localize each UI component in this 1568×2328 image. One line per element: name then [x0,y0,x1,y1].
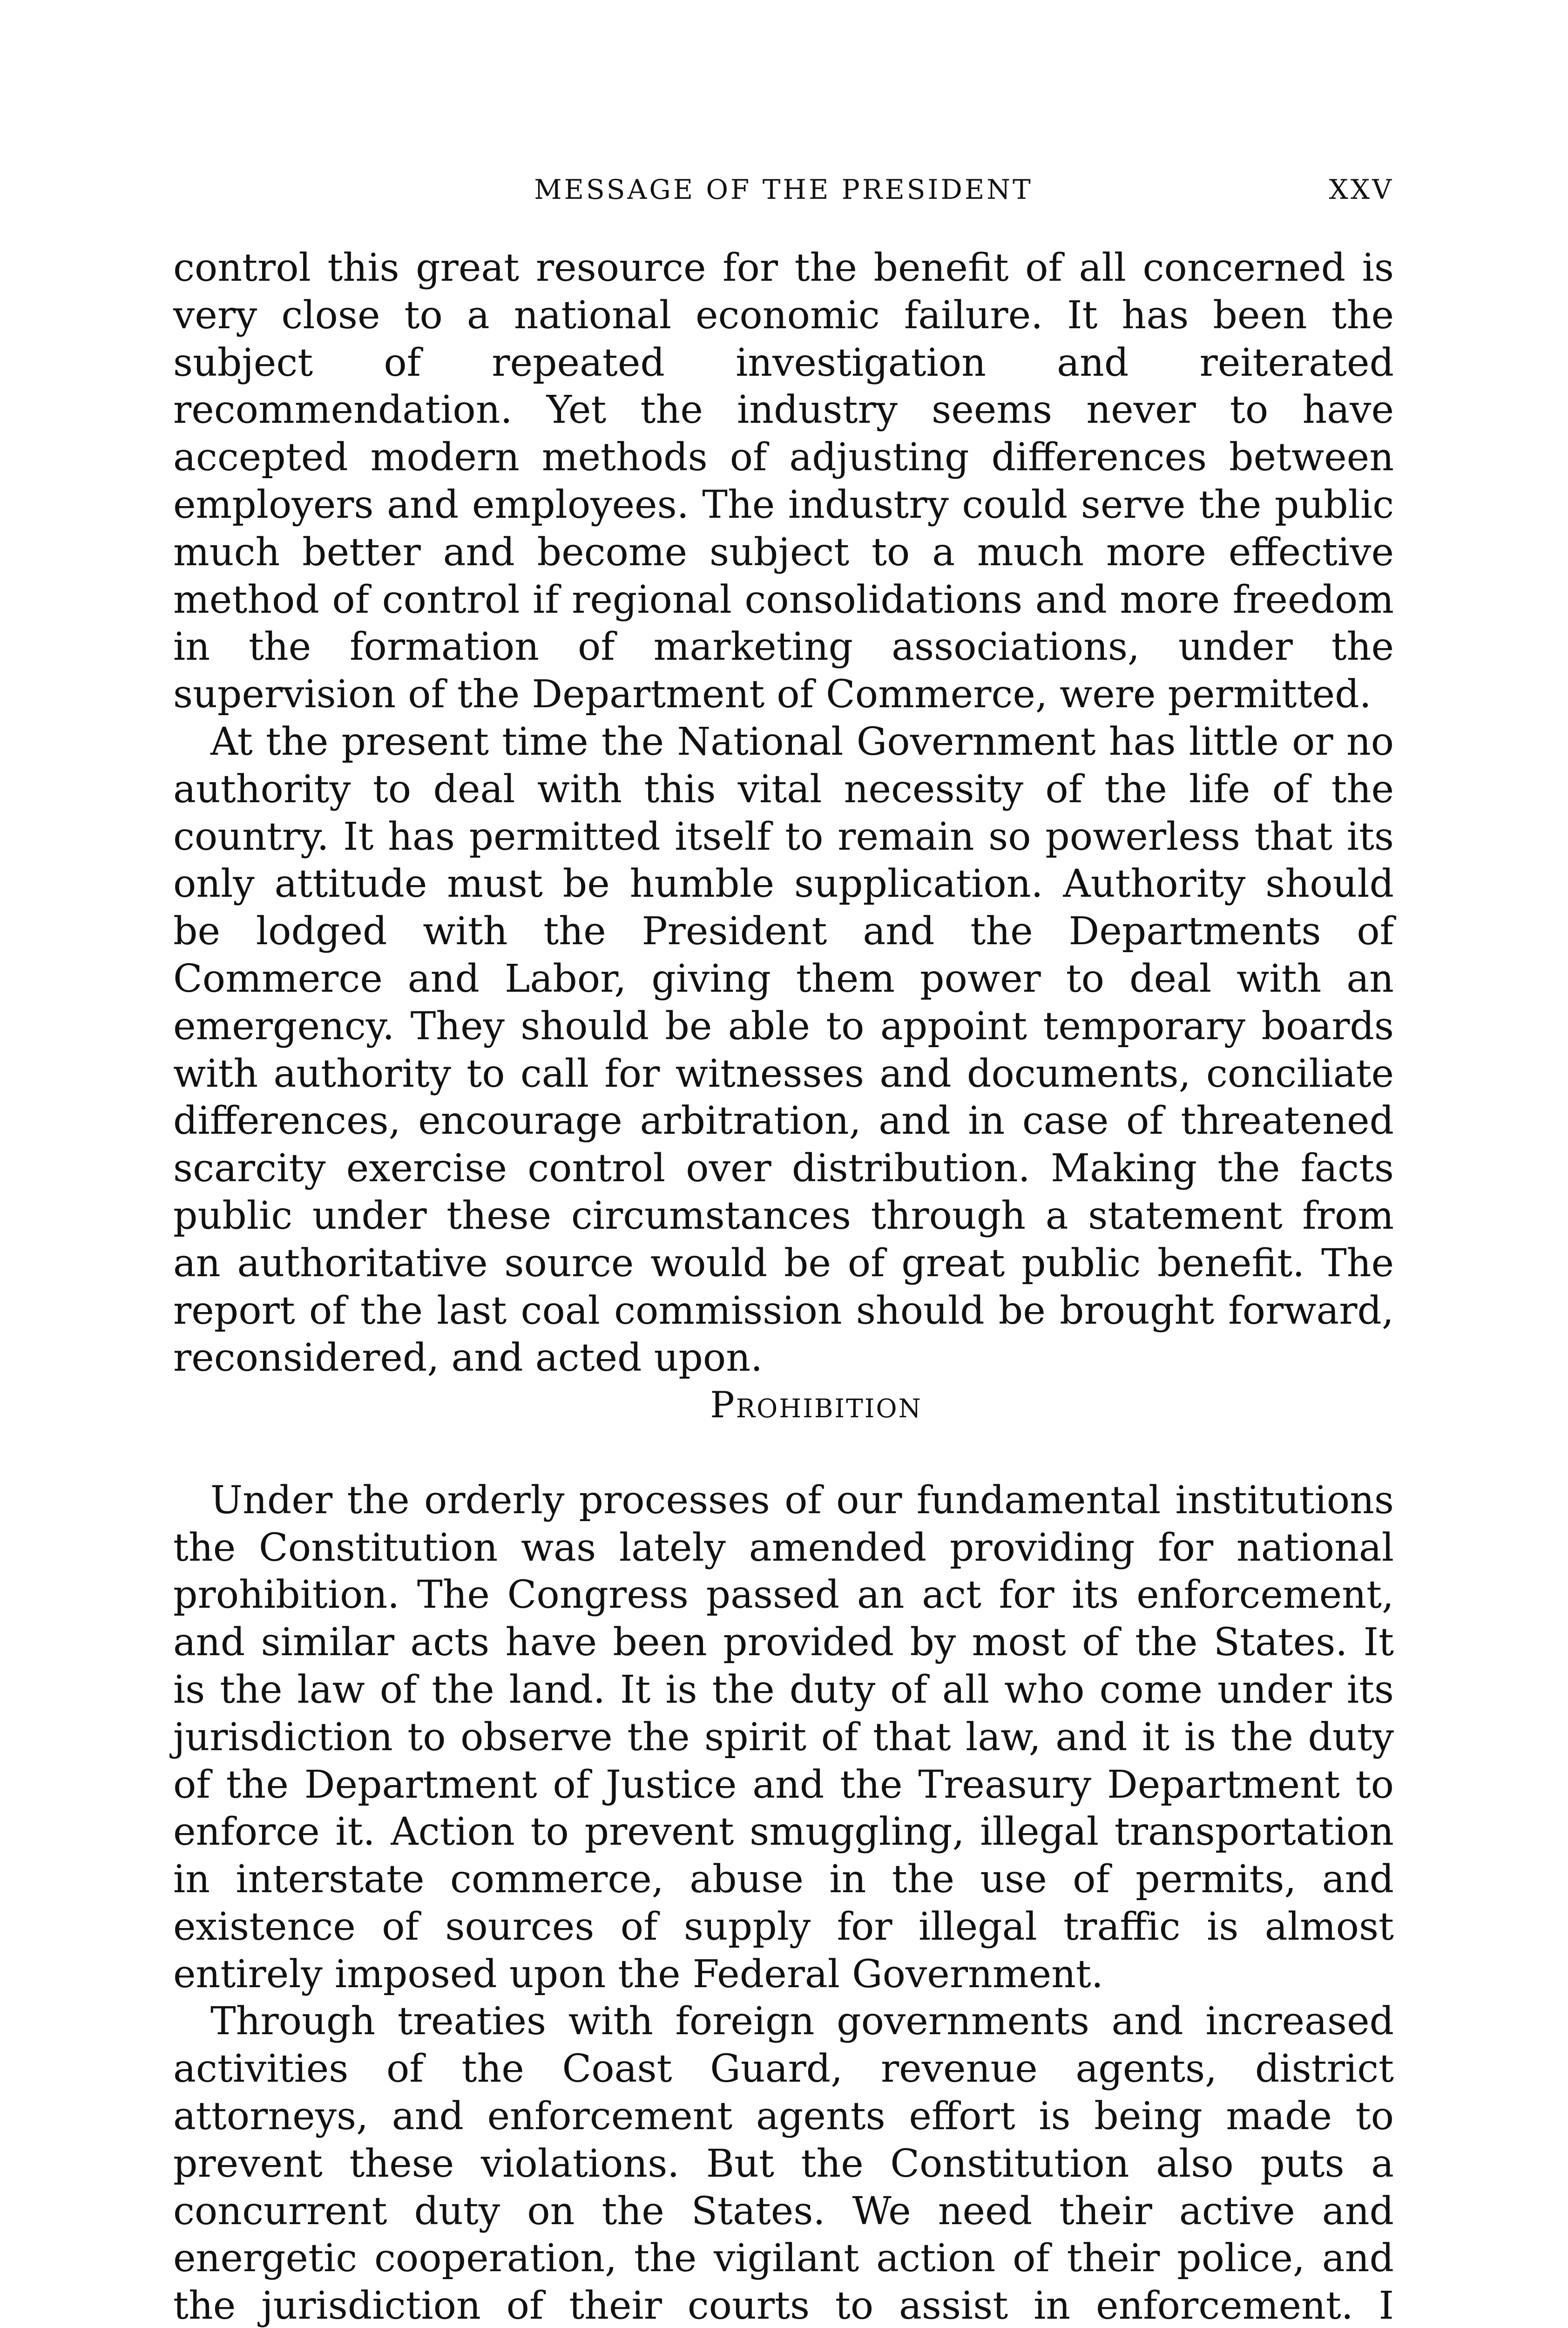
paragraph-prohibition-law: Under the orderly processes of our fundamental institutions the Constitution was lately amended providing for national prohibition. The Congress passed an act for its enforcement, and similar acts have been provided by most of the States. It is the law of the land. It is the duty of all who come under its jurisdiction to observe the spirit of that law, and it is the duty of the Department of Justice and the Treasury Department to enforce it. Action to prevent smuggling, illegal transportation in interstate commerce, abuse in the use of permits, and existence of sources of supply for illegal traffic is almost entirely imposed upon the Federal Government. [173,1478,1394,1996]
paragraph-enforcement: Through treaties with foreign governments and increased activities of the Coast Guard, revenue agents, district attorneys, and enforcement agents effort is being made to prevent these violations. But the Constitution also puts a concurrent duty on the States. We need their active and energetic cooperation, the vigilant action of their police, and the jurisdiction of their courts to assist in enforcement. I [173,1999,1394,2328]
running-title: MESSAGE OF THE PRESIDENT [534,174,1033,205]
section-heading-text: Prohibition [710,1384,922,1427]
section-heading-prohibition [173,1382,1394,1477]
page-number: XXV [1329,174,1394,205]
body-text [173,244,1394,2328]
running-head [173,169,1394,210]
paragraph-continuation: control this great resource for the benefit of all concerned is very close to a national economic failure. It has been the subject of repeated investigation and reiterated recommendation. Yet the industry seems never to have accepted modern methods of adjusting differences between employers and employees. The industry could serve the public much better and become subject to a much more effective method of control if regional consolidations and more freedom in the formation of marketing associations, under the supervision of the Department of Commerce, were permitted. [173,246,1394,717]
paragraph-federal-authority: At the present time the National Government has little or no authority to deal with this vital necessity of the life of the country. It has permitted itself to remain so powerless that its only attitude must be humble supplication. Authority should be lodged with the President and the Departments of Commerce and Labor, giving them power to deal with an emergency. They should be able to appoint temporary boards with authority to call for witnesses and documents, conciliate differences, encourage arbitration, and in case of threatened scarcity exercise control over distribution. Making the facts public under these circumstances through a statement from an authoritative source would be of great public benefit. The report of the last coal commission should be brought forward, reconsidered, and acted upon. [173,719,1394,1381]
document-page [173,0,1394,2328]
